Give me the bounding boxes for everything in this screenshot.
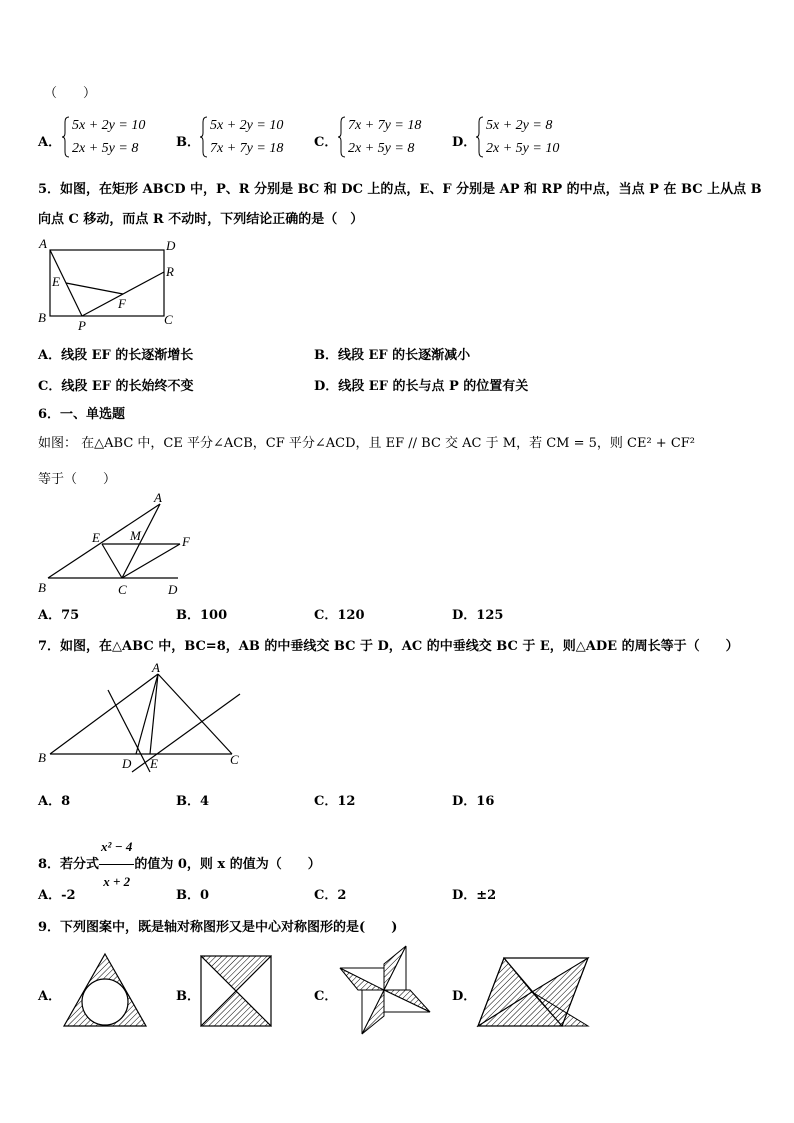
q8-option-c: C．2 — [314, 888, 347, 903]
q4-equation-system — [476, 114, 559, 160]
q9-option-a: A． — [38, 989, 62, 1004]
q9-stem: 9．下列图案中，既是轴对称图形又是中心对称图形的是( ) — [38, 920, 398, 935]
q4-equation-1: 5x + 2y = 8 — [486, 118, 553, 133]
q5-option-a: A．线段 EF 的长逐渐增长 — [38, 348, 194, 363]
q7-label-d: D — [122, 756, 132, 771]
q7-option-a: A．8 — [38, 794, 71, 809]
q7-option-d: D．16 — [452, 794, 495, 809]
q6-option-d: D．125 — [452, 608, 504, 623]
q4-equation-2: 2x + 5y = 8 — [348, 141, 415, 156]
q5-stem-line1: 5．如图，在矩形 ABCD 中，P、R 分别是 BC 和 DC 上的点，E、F 分别是 AP 和 RP 的中点，当点 P 在 BC 上从点 B — [38, 182, 762, 197]
q6-stem-2: 等于（ ） — [38, 472, 117, 487]
q7-triangle-figure — [34, 660, 244, 778]
q4-equation-1: 5x + 2y = 10 — [210, 118, 284, 133]
q6-label-m: M — [130, 528, 141, 543]
q7-label-b: B — [38, 750, 46, 765]
q8-option-a: A．-2 — [38, 888, 76, 903]
q4-equation-system — [62, 114, 145, 160]
q4-equation-2: 7x + 7y = 18 — [210, 141, 284, 156]
q7-option-b: B．4 — [176, 794, 210, 809]
q9-pinwheel-figure — [338, 944, 432, 1036]
q4-equation-system — [200, 114, 283, 160]
q6-option-b: B．100 — [176, 608, 228, 623]
q7-stem: 7．如图，在△ABC 中，BC=8，AB 的中垂线交 BC 于 D，AC 的中垂线交 BC 于 E，则△ADE 的周长等于（ ） — [38, 639, 739, 654]
q6-stem: 如图： 在△ABC 中，CE 平分∠ACB，CF 平分∠ACD，且 EF // BC 交 AC 于 M，若 CM = 5，则 CE² + CF² — [38, 436, 696, 451]
q5-option-c: C．线段 EF 的长始终不变 — [38, 379, 194, 394]
q5-label-r: R — [166, 264, 174, 279]
q6-header: 6．一、单选题 — [38, 407, 126, 422]
q6-label-a: A — [154, 490, 162, 505]
q8-option-d: D．±2 — [452, 888, 497, 903]
q5-stem-line2: 向点 C 移动，而点 R 不动时，下列结论正确的是（ ） — [38, 212, 364, 227]
q5-option-b: B．线段 EF 的长逐渐减小 — [314, 348, 471, 363]
q5-label-f: F — [118, 296, 126, 311]
q9-parallelogram-figure — [476, 956, 590, 1028]
q4-equation-2: 2x + 5y = 8 — [72, 141, 139, 156]
q8-prefix: 8．若分式 — [38, 857, 100, 872]
q6-label-f: F — [182, 534, 190, 549]
q9-option-b: B． — [176, 989, 200, 1004]
q5-label-c: C — [164, 312, 173, 327]
q9-option-c: C． — [314, 989, 338, 1004]
q5-label-a: A — [39, 236, 47, 251]
q5-label-e: E — [52, 274, 60, 289]
q6-triangle-figure — [34, 490, 194, 600]
brace-icon — [338, 116, 346, 158]
q4-option-letter: A． — [38, 135, 62, 150]
q6-label-e: E — [92, 530, 100, 545]
q4-equation-1: 5x + 2y = 10 — [72, 118, 146, 133]
q6-option-a: A．75 — [38, 608, 80, 623]
q4-option-letter: D． — [452, 135, 477, 150]
q4-option-letter: C． — [314, 135, 338, 150]
q6-label-d: D — [168, 582, 178, 597]
q5-label-p: P — [78, 318, 86, 333]
q8-suffix: 的值为 0，则 x 的值为（ ） — [134, 857, 321, 872]
q7-label-a: A — [152, 660, 160, 675]
q6-label-b: B — [38, 580, 46, 595]
q9-option-d: D． — [452, 989, 477, 1004]
brace-icon — [62, 116, 70, 158]
q6-label-c: C — [118, 582, 127, 597]
q4-equation-2: 2x + 5y = 10 — [486, 141, 560, 156]
q8-fraction — [99, 830, 134, 899]
q5-label-b: B — [38, 310, 46, 325]
q5-option-d: D．线段 EF 的长与点 P 的位置有关 — [314, 379, 529, 394]
q9-triangle-circle-figure — [62, 952, 148, 1028]
brace-icon — [200, 116, 208, 158]
brace-icon — [476, 116, 484, 158]
q5-label-d: D — [166, 238, 176, 253]
q9-square-figure — [200, 955, 272, 1027]
q6-option-c: C．120 — [314, 608, 365, 623]
q4-equation-1: 7x + 7y = 18 — [348, 118, 422, 133]
q8-denominator: x + 2 — [103, 874, 131, 889]
q4-equation-system — [338, 114, 421, 160]
q8-option-b: B．0 — [176, 888, 210, 903]
q7-option-c: C．12 — [314, 794, 356, 809]
q8-numerator: x² − 4 — [99, 830, 134, 865]
q7-label-e: E — [150, 756, 158, 771]
q5-rectangle-figure — [34, 236, 184, 336]
q4-option-letter: B． — [176, 135, 200, 150]
q7-label-c: C — [230, 752, 239, 767]
q4-paren: （ ） — [44, 86, 97, 101]
